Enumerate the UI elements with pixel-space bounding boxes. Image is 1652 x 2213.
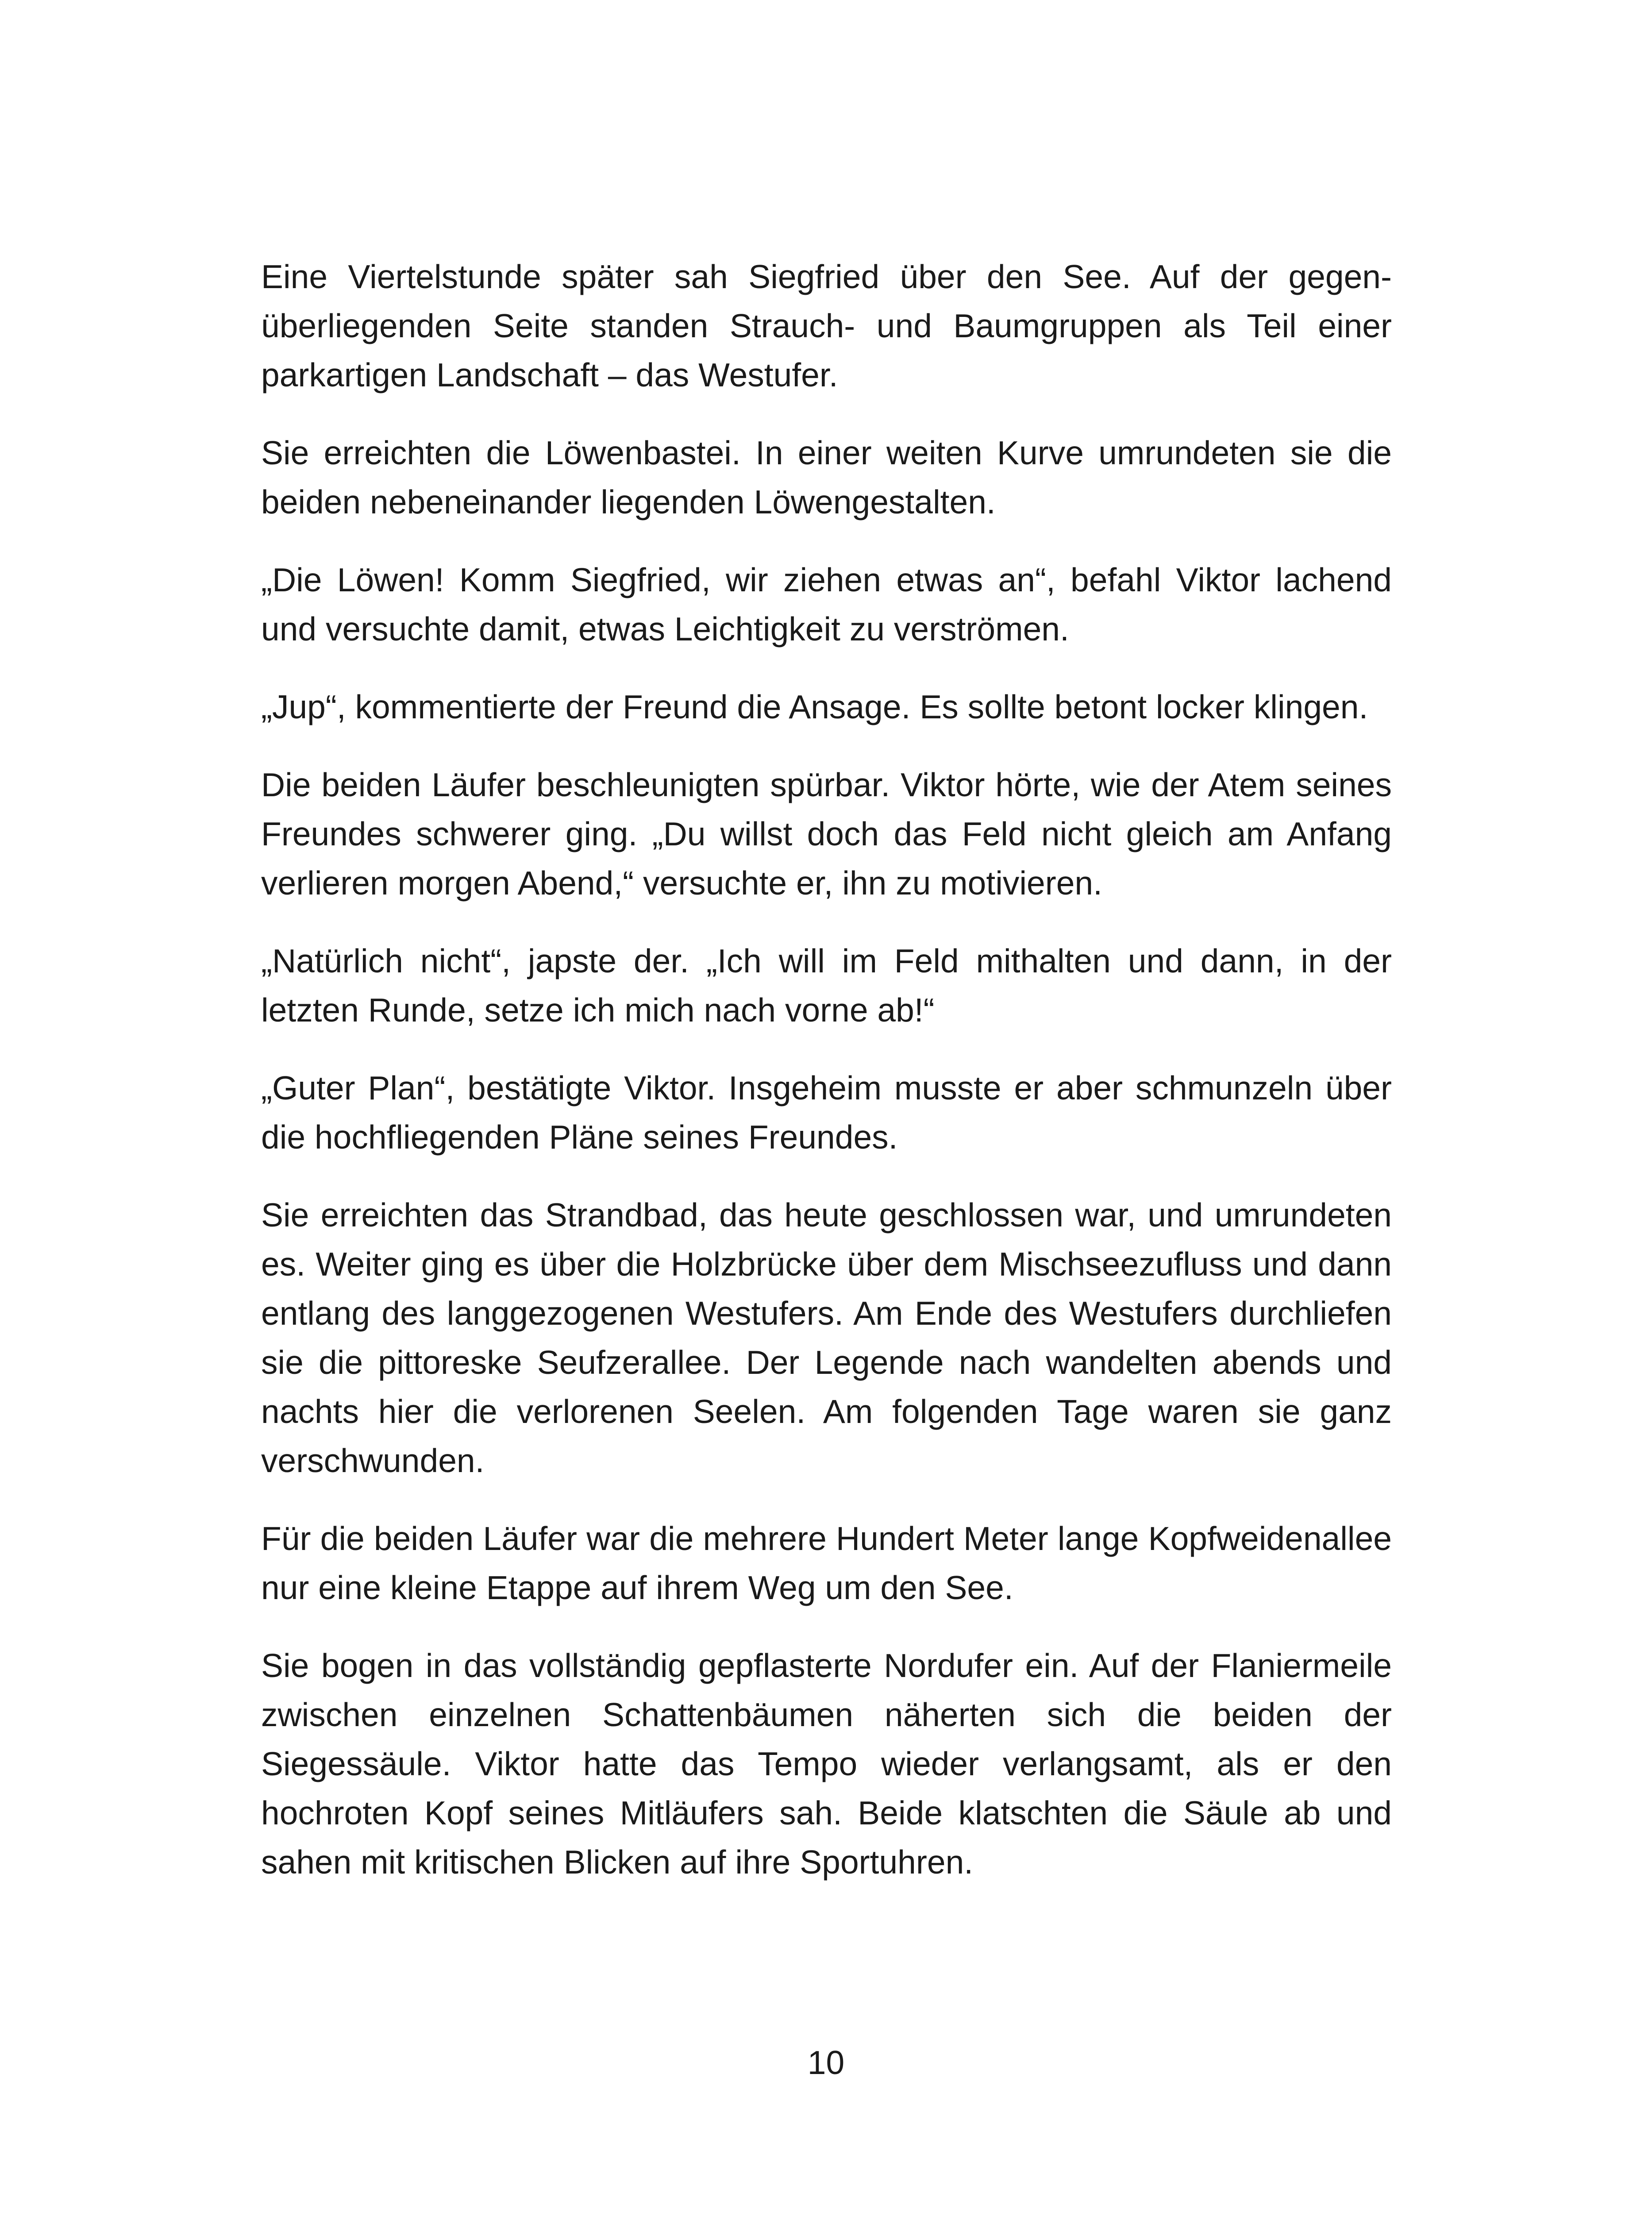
paragraph-7: „Guter Plan“, bestätigte Viktor. Insgeheim musste er aber schmunzeln über die hochfliegenden Pläne seines Freundes. bbox=[261, 1069, 1392, 1156]
paragraph-8: Sie erreichten das Strandbad, das heute geschlossen war, und umrundeten es. Weiter ging es über die Holzbrücke über dem Mischseezufluss und dann entlang des langgezogenen Westufers. Am Ende des Westufers durchliefen sie die pittoreske Seufzerallee. Der Legende nach wandelten abends und nachts hier die verlorenen Seelen. Am folgenden Tage waren sie ganz verschwunden. bbox=[261, 1196, 1392, 1479]
paragraph-1: Eine Viertelstunde später sah Siegfried über den See. Auf der gegenüberliegenden Seite standen Strauch- und Baumgruppen als Teil einer parkartigen Landschaft – das Westufer. bbox=[261, 258, 1392, 393]
paragraph-3: „Die Löwen! Komm Siegfried, wir ziehen etwas an“, befahl Viktor lachend und versuchte damit, etwas Leichtigkeit zu verströmen. bbox=[261, 561, 1392, 648]
paragraph-10: Sie bogen in das vollständig gepflasterte Nordufer ein. Auf der Flaniermeile zwischen einzelnen Schattenbäumen näherten sich die beiden der Siegessäule. Viktor hatte das Tempo wieder verlangsamt, als er den hochroten Kopf seines Mitläufers sah. Beide klatschten die Säule ab und sahen mit kritischen Blicken auf ihre Sportuhren. bbox=[261, 1647, 1392, 1881]
paragraph-9: Für die beiden Läufer war die mehrere Hundert Meter lange Kopfweidenallee nur eine kleine Etappe auf ihrem Weg um den See. bbox=[261, 1520, 1392, 1606]
paragraph-4: „Jup“, kommentierte der Freund die Ansage. Es sollte betont locker klingen. bbox=[261, 688, 1368, 725]
paragraph-6: „Natürlich nicht“, japste der. „Ich will im Feld mithalten und dann, in der letzten Runde, setze ich mich nach vorne ab!“ bbox=[261, 942, 1392, 1029]
paragraph-5: Die beiden Läufer beschleunigten spürbar. Viktor hörte, wie der Atem seines Freundes schwerer ging. „Du willst doch das Feld nicht gleich am Anfang verlieren morgen Abend,“ versuchte er, ihn zu motivieren. bbox=[261, 766, 1392, 902]
page-number: 10 bbox=[807, 2044, 845, 2081]
body-text bbox=[261, 252, 1392, 1887]
paragraph-2: Sie erreichten die Löwenbastei. In einer weiten Kurve umrundeten sie die beiden nebeneinander liegenden Löwengestalten. bbox=[261, 434, 1392, 520]
